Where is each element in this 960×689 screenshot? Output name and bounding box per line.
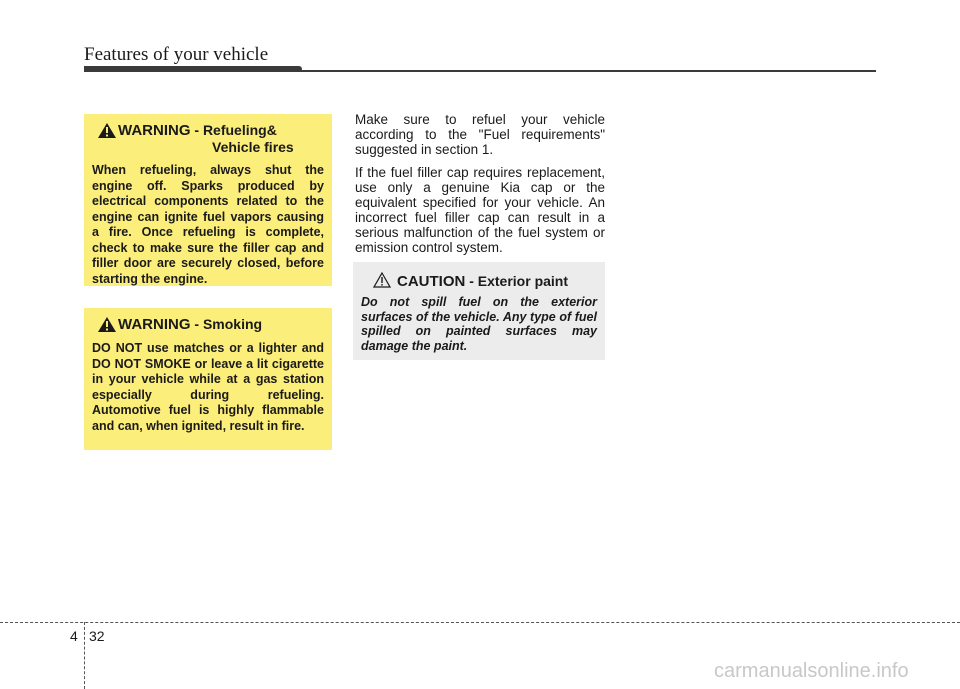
warning-smoking-box bbox=[84, 308, 332, 450]
page-header-title: Features of your vehicle bbox=[84, 44, 269, 65]
footer-rule bbox=[0, 622, 960, 623]
caution-subtitle: - Exterior paint bbox=[465, 273, 569, 289]
warning-subtitle: - Refueling& bbox=[190, 122, 277, 138]
page-number: 32 bbox=[89, 628, 105, 644]
body-paragraph: If the fuel filler cap requires replacement, use only a genuine Kia cap or the equivalent specified for your vehicle. An incorrect fuel filler cap can result in a serious malfunction of the fuel system or emission control system. bbox=[355, 165, 605, 255]
header-rule-thin bbox=[296, 70, 876, 72]
header-rule-thick bbox=[84, 66, 302, 72]
caution-paint-box bbox=[353, 262, 605, 360]
caution-body: Do not spill fuel on the exterior surfaces of the vehicle. Any type of fuel spilled on painted surfaces may damage the paint. bbox=[361, 295, 597, 353]
body-paragraph: Make sure to refuel your vehicle according to the "Fuel requirements" suggested in section 1. bbox=[355, 112, 605, 157]
caution-label: CAUTION bbox=[397, 273, 466, 290]
warning-subtitle: - Smoking bbox=[190, 316, 263, 332]
warning-label: WARNING bbox=[118, 316, 191, 333]
warning-subtitle-line2: Vehicle fires bbox=[212, 139, 294, 155]
warning-label: WARNING bbox=[118, 122, 191, 139]
warning-refueling-heading bbox=[92, 122, 324, 155]
warning-smoking-body: DO NOT use matches or a lighter and DO NOT SMOKE or leave a lit cigarette in your vehicle while at a gas station especially during refueling. Automotive fuel is highly flammable and can, when ignited, result in fire. bbox=[92, 341, 324, 433]
caution-triangle-icon bbox=[373, 272, 391, 293]
watermark: carmanualsonline.info bbox=[714, 660, 909, 682]
main-body-text bbox=[355, 112, 605, 263]
warning-triangle-icon bbox=[98, 317, 116, 336]
footer-divider bbox=[84, 622, 85, 689]
warning-triangle-icon bbox=[98, 123, 116, 142]
warning-smoking-heading bbox=[92, 316, 324, 333]
warning-refueling-box bbox=[84, 114, 332, 286]
warning-refueling-body: When refueling, always shut the engine off. Sparks produced by electrical components related to the engine can ignite fuel vapors causing a fire. Once refueling is complete, check to make sure the filler cap and filler door are securely closed, before starting the engine. bbox=[92, 163, 324, 286]
chapter-number: 4 bbox=[70, 628, 78, 644]
caution-heading bbox=[361, 272, 597, 291]
